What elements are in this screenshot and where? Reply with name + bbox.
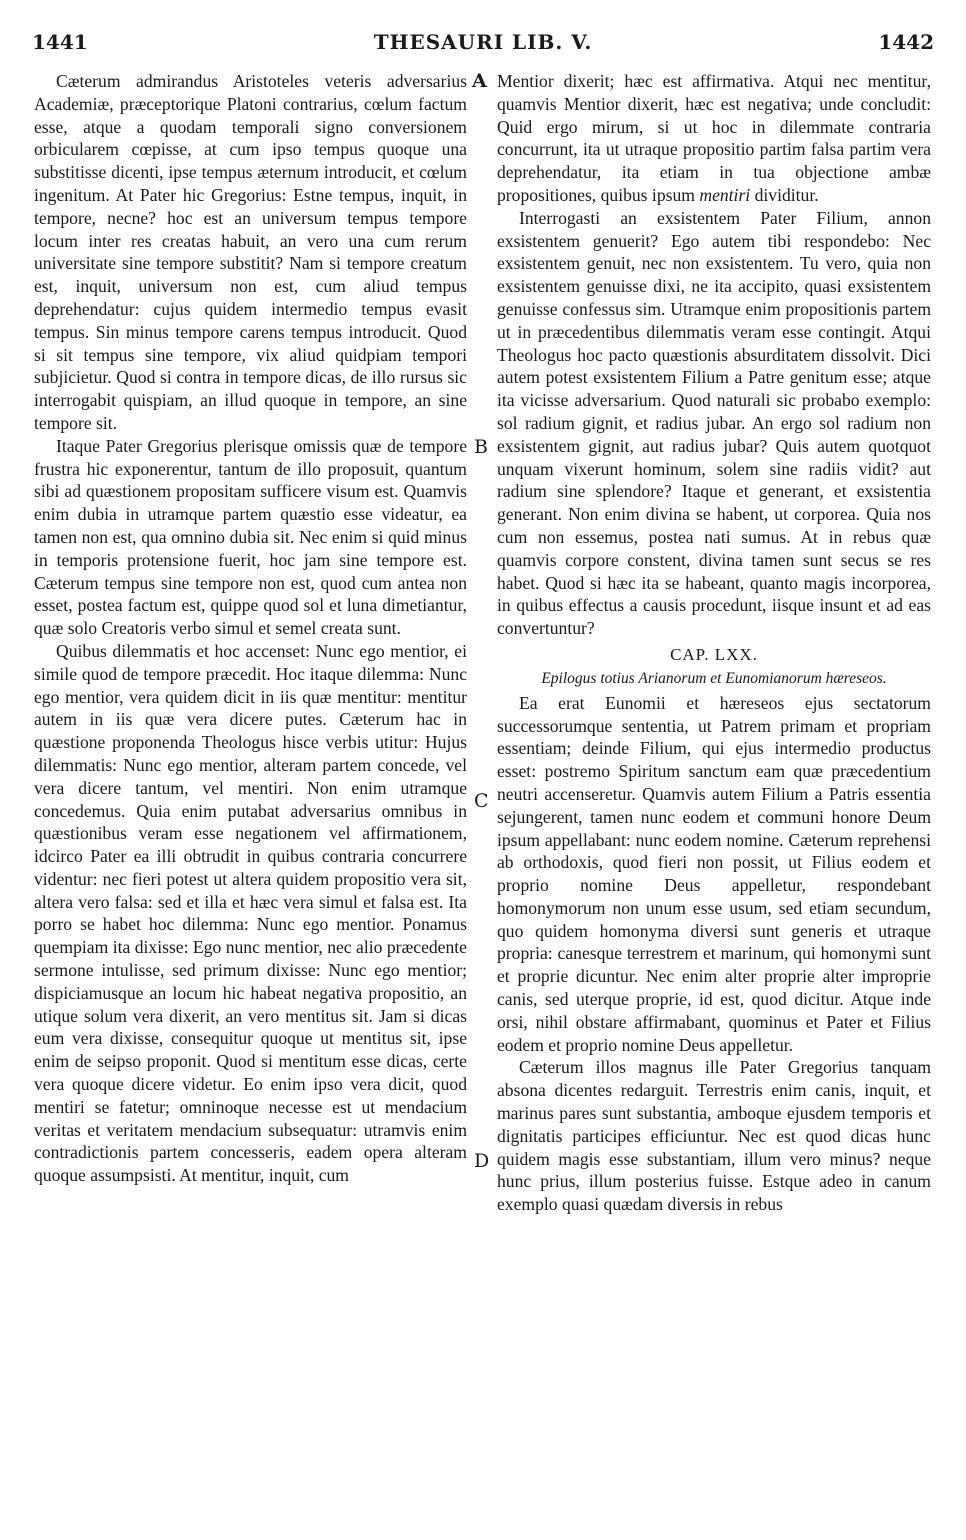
left-paragraph-3: Quibus dilemmatis et hoc accenset: Nunc ego mentior, ei simile quod de tempore præcedit. Hoc itaque dilemma: Nunc ego mentior, vera quidem dicit in iis quæ mentitur: mentitur autem in iis quæ vera dicere putes. Cæterum hac in quæstione proponenda Theologus hisce verbis utitur: Hujus dilemmatis: Nunc ego mentior, alteram partem concede, vel vera dicere tantum, vel mentiri. Non enim utramque concedemus. Quia enim putabat adversarius omnibus in quæstionibus veram esse negationem vel affirmationem, idcirco Pater ea illi obtrudit in quibus contraria concurrere videntur: nec fieri potest ut altera quidem propositio vera sit, altera vero falsa: sed et illa et hæc vera simul et falsa est. Ita porro se habet hoc dilemma: Nunc ego mentior. Ponamus quempiam ita dixisse: Ego nunc mentior, nec alio præcedente sermone intulisse, sed primum dixisse: Nunc ego mentior; dispiciamusque an locum hic habeat negativa propositio, an utique solum vera dixerit, an vero mentitus sit. Jam si dicas eum vera dixisse, consequitur quoque ut mentitus sit, ipse enim de seipso proponit. Quod si mentitum esse dicas, certe vera quoque dicere videtur. Eo enim ipso vera dicit, quod mentiri se fatetur; omninoque necesse est ut mendacium veritas et veritatem mendacium subsequatur: utramvis enim contradictionis partem concesseris, eadem opera alteram quoque assumpsisti. At mentitur, inquit, cum	[34, 640, 467, 1186]
chapter-title: Epilogus totius Arianorum et Eunomianorum hæreseos.	[541, 669, 887, 687]
margin-letter-d: D	[474, 1150, 490, 1172]
right-paragraph-1	[497, 70, 931, 207]
left-paragraph-1: Cæterum admirandus Aristoteles veteris adversarius Academiæ, præceptorique Platoni contrarius, cœlum factum esse, atque a quodam temporali signo conversionem orbicularem cœpisse, at cum ipso tempus quoque una substitisse dicenti, ipse tempus æternum introducit, et cœlum ingenitum. At Pater hic Gregorius: Estne tempus, inquit, in tempore, necne? hoc est an universum tempus tempore locum inter res creatas habuit, an vero una cum rerum universitate sine tempore substitit? Nam si tempore creatum est, inquit, universum non est, cum aliud tempus deprehendatur: cujus quidem intermedio tempus evasit tempus. Sin minus tempore carens tempus introducit. Quod si sit tempus sine tempore, vix aliud quidpiam tempori subjicietur. Quod si contra in tempore dicas, de illo rursus sic interrogabit quispiam, an illud quoque in tempore, an sine tempore sit.	[34, 71, 467, 433]
right-page-number: 1442	[878, 30, 934, 54]
left-column	[34, 70, 467, 1525]
right-paragraph-3: Ea erat Eunomii et hæreseos ejus sectatorum successorumque sententia, ut Patrem primam et propriam essentiam; deinde Filium, qui ejus intermedio productus esset: postremo Spiritum sanctum eam quæ præcedentium neutri accenseretur. Quamvis autem Filium a Patris essentia sejungerent, tamen nunc eodem et communi honore Deum ipsum appellabant: nunc eodem nomine. Cæterum reprehensi ab orthodoxis, quod fieri non possit, ut Filius eodem et proprio nomine Deus appelletur, respondebant homonymorum non unum esse usum, sed etiam secundum, quo quidem homonyma diversi sunt generis et utraque propria: canesque terrestrem et marinum, qui homonymi sunt et proprie dicuntur. Nec enim alter proprie alter improprie canis, sed uterque proprie, id est, quod dicitur. Atque inde orsi, nihil obstare affirmabant, quominus et Pater et Filius eodem et proprio nomine Deus appelletur.	[497, 692, 931, 1055]
page-header	[32, 30, 934, 60]
right-paragraph-2: Interrogasti an exsistentem Pater Filium, annon exsistentem genuerit? Ego autem tibi respondebo: Nec exsistentem genuit, nec non exsistentem. Tu vero, quia non exsistentem genuisse dixi, ne ita accipito, quasi exsistentem genuisse confessus sim. Utramque enim propositionis partem ut in præcedentibus dilemmatis veram esse contingit. Atqui Theologus hoc pacto quæstionis absurditatem dissolvit. Dici autem potest exsistentem Filium a Patre genitum esse; atque ita vicisse adversarium. Quod naturali sic probabo exemplo: sol radium gignit, et radius jubar. An ergo sol radium non exsistentem gignit, aut radius jubar? Quis autem quotquot unquam vixerunt hominum, solem sine radiis vidit? aut radium sine splendore? Itaque et generant, et exsistentia generant. Non enim divina se habent, ut corporea. Quia nos cum non essemus, postea nati sumus. At in rebus quæ quamvis corpore constent, divina tamen sunt secus se res habet. Quod si hæc ita se habeant, quanto magis incorporea, in quibus effectus a causis procedunt, iisque insunt et ad eas convertuntur?	[497, 207, 931, 639]
margin-letter-b: B	[474, 436, 488, 458]
italic-word-mentiri: mentiri	[699, 184, 751, 205]
right-column	[497, 70, 931, 1525]
margin-letter-c: C	[474, 790, 489, 812]
left-page-number: 1441	[32, 30, 88, 54]
chapter-heading: CAP. LXX.	[670, 644, 758, 664]
running-title: THESAURI LIB. V.	[373, 30, 593, 54]
right-paragraph-1-text: Mentior dixerit; hæc est affirmativa. Atqui nec mentitur, quamvis Mentior dixerit, hæc est negativa; unde concludit: Quid ergo mirum, si ut hoc in dilemmate contraria concurrunt, ita ut utraque propositio partim falsa partim vera deprehendatur, ita etiam in tua objectione ambæ propositiones, quibus ipsum	[497, 71, 931, 205]
right-paragraph-1-end: dividitur.	[754, 184, 819, 205]
left-paragraph-2: Itaque Pater Gregorius plerisque omissis quæ de tempore frustra hic exponerentur, tantum de illo proposuit, quantum sibi ad quæstionem propositam sufficere visum est. Quamvis enim dubia in utramque partem quæstio esse videatur, ea tamen non est, qua omnino dubia sit. Nec enim si quid minus in temporis protensione fuerit, hoc jam sine tempore est. Cæterum tempus sine tempore non est, quod cum antea non esset, postea factum est, quippe quod sol et luna dimetiantur, quæ solo Creatoris verbo simul et semel creata sunt.	[34, 435, 467, 639]
right-paragraph-4: Cæterum illos magnus ille Pater Gregorius tanquam absona dicentes redarguit. Terrestris enim canis, inquit, et marinus pares sunt substantia, amboque ejusdem temporis et dignitatis participes efficiuntur. Nec est quod dicas hunc quidem magis esse substantiam, illum vero minus? neque hunc prius, illum posterius fuisse. Estque adeo in canum exemplo quasi quædam diversis in rebus	[497, 1057, 931, 1215]
margin-letter-a: A	[472, 70, 487, 92]
